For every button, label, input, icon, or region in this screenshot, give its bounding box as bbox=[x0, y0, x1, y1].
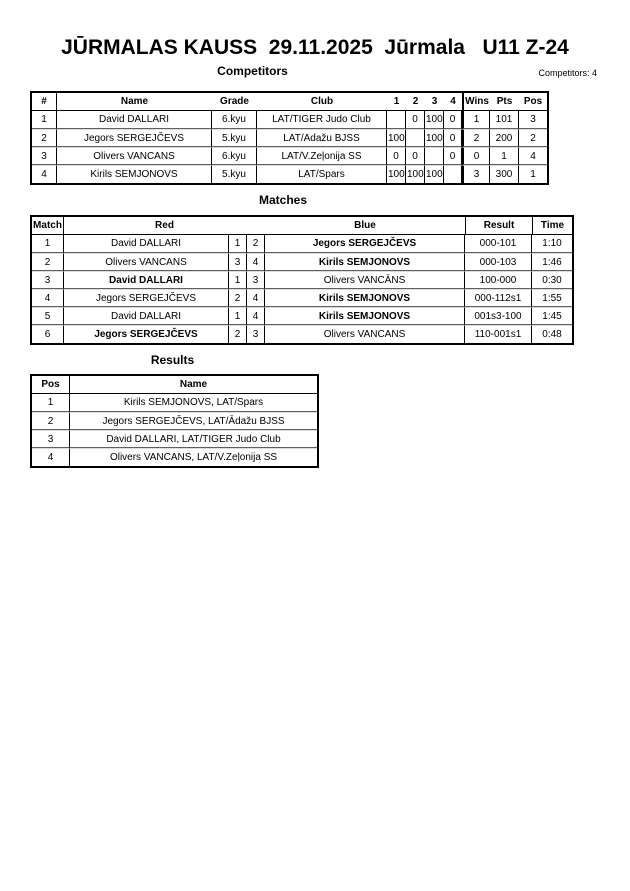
score-cell: 0 bbox=[444, 129, 462, 147]
score-cell: 0 bbox=[444, 147, 462, 165]
blue-fighter-number: 3 bbox=[247, 271, 265, 289]
match-time: 1:10 bbox=[532, 235, 572, 253]
blue-fighter-number: 4 bbox=[247, 307, 265, 325]
col-header-pts: Pts bbox=[490, 93, 519, 111]
results-table bbox=[30, 374, 319, 468]
competitor-wins: 1 bbox=[462, 111, 490, 129]
competitor-wins: 0 bbox=[462, 147, 490, 165]
match-row bbox=[32, 271, 572, 289]
col-header-wins: Wins bbox=[462, 93, 490, 111]
red-fighter-name: David DALLARI bbox=[64, 271, 229, 289]
red-fighter-name: Olivers VANCANS bbox=[64, 253, 229, 271]
competitor-grade: 5.kyu bbox=[212, 129, 257, 147]
col-header-score3: 3 bbox=[425, 93, 444, 111]
result-row bbox=[32, 430, 317, 448]
col-header-time: Time bbox=[532, 217, 572, 235]
col-header-pos: Pos bbox=[519, 93, 547, 111]
result-row bbox=[32, 412, 317, 430]
red-fighter-number: 2 bbox=[229, 325, 247, 343]
score-cell: 100 bbox=[425, 165, 444, 183]
competitor-name: David DALLARI bbox=[57, 111, 212, 129]
matches-section-title: Matches bbox=[258, 193, 308, 207]
result-name: David DALLARI, LAT/TIGER Judo Club bbox=[70, 430, 317, 448]
competitor-row bbox=[32, 111, 547, 129]
match-number: 2 bbox=[32, 253, 64, 271]
red-fighter-name: Jegors SERGEJČEVS bbox=[64, 289, 229, 307]
match-result: 001s3-100 bbox=[465, 307, 532, 325]
blue-fighter-number: 4 bbox=[247, 253, 265, 271]
competitor-number: 1 bbox=[32, 111, 57, 129]
score-cell: 0 bbox=[444, 111, 462, 129]
competitor-wins: 2 bbox=[462, 129, 490, 147]
competitors-section-title: Competitors bbox=[217, 64, 288, 78]
match-result: 110-001s1 bbox=[465, 325, 532, 343]
blue-fighter-number: 4 bbox=[247, 289, 265, 307]
results-header-row bbox=[32, 376, 317, 394]
competitor-club: LAT/Adažu BJSS bbox=[257, 129, 387, 147]
score-cell bbox=[444, 165, 462, 183]
match-number: 4 bbox=[32, 289, 64, 307]
blue-fighter-name: Jegors SERGEJČEVS bbox=[265, 235, 465, 253]
competitor-pos: 2 bbox=[519, 129, 547, 147]
competitors-table bbox=[30, 91, 549, 185]
match-time: 0:30 bbox=[532, 271, 572, 289]
competitor-club: LAT/V.Zeļonija SS bbox=[257, 147, 387, 165]
blue-fighter-name: Kirils SEMJONOVS bbox=[265, 289, 465, 307]
match-time: 1:55 bbox=[532, 289, 572, 307]
match-number: 1 bbox=[32, 235, 64, 253]
col-header-result: Result bbox=[465, 217, 532, 235]
competitor-pts: 300 bbox=[490, 165, 519, 183]
competitor-pts: 1 bbox=[490, 147, 519, 165]
match-number: 5 bbox=[32, 307, 64, 325]
competitor-row bbox=[32, 147, 547, 165]
score-cell: 100 bbox=[425, 129, 444, 147]
result-name: Olivers VANCANS, LAT/V.Zeļonija SS bbox=[70, 448, 317, 466]
col-header-number: # bbox=[32, 93, 57, 111]
competitor-row bbox=[32, 129, 547, 147]
blue-fighter-name: Olivers VANCANS bbox=[265, 325, 465, 343]
col-header-club: Club bbox=[257, 93, 387, 111]
result-pos: 4 bbox=[32, 448, 70, 466]
competitor-name: Kirils SEMJONOVS bbox=[57, 165, 212, 183]
competitor-number: 3 bbox=[32, 147, 57, 165]
red-fighter-name: David DALLARI bbox=[64, 307, 229, 325]
competitor-row bbox=[32, 165, 547, 183]
score-cell bbox=[406, 129, 425, 147]
result-row bbox=[32, 394, 317, 412]
score-cell bbox=[425, 147, 444, 165]
competitors-header-row bbox=[32, 93, 547, 111]
red-fighter-name: Jegors SERGEJČEVS bbox=[64, 325, 229, 343]
score-cell: 0 bbox=[387, 147, 406, 165]
match-time: 1:45 bbox=[532, 307, 572, 325]
score-cell bbox=[387, 111, 406, 129]
competitor-grade: 6.kyu bbox=[212, 111, 257, 129]
red-fighter-number: 1 bbox=[229, 271, 247, 289]
competitor-wins: 3 bbox=[462, 165, 490, 183]
col-header-blue: Blue bbox=[265, 217, 465, 235]
score-cell: 100 bbox=[425, 111, 444, 129]
competitor-grade: 5.kyu bbox=[212, 165, 257, 183]
match-result: 000-112s1 bbox=[465, 289, 532, 307]
competitor-number: 4 bbox=[32, 165, 57, 183]
result-pos: 3 bbox=[32, 430, 70, 448]
result-name: Kirils SEMJONOVS, LAT/Spars bbox=[70, 394, 317, 412]
score-cell: 0 bbox=[406, 147, 425, 165]
score-cell: 0 bbox=[406, 111, 425, 129]
score-cell: 100 bbox=[387, 165, 406, 183]
result-row bbox=[32, 448, 317, 466]
match-result: 000-103 bbox=[465, 253, 532, 271]
competitor-club: LAT/Spars bbox=[257, 165, 387, 183]
match-number: 3 bbox=[32, 271, 64, 289]
blue-fighter-name: Kirils SEMJONOVS bbox=[265, 307, 465, 325]
match-row bbox=[32, 289, 572, 307]
competitor-name: Olivers VANCANS bbox=[57, 147, 212, 165]
result-pos: 1 bbox=[32, 394, 70, 412]
competitor-number: 2 bbox=[32, 129, 57, 147]
competitor-pos: 1 bbox=[519, 165, 547, 183]
match-number: 6 bbox=[32, 325, 64, 343]
blue-fighter-number: 3 bbox=[247, 325, 265, 343]
col-header-score2: 2 bbox=[406, 93, 425, 111]
competitor-club: LAT/TIGER Judo Club bbox=[257, 111, 387, 129]
red-fighter-number: 1 bbox=[229, 307, 247, 325]
score-cell: 100 bbox=[387, 129, 406, 147]
competitor-pts: 200 bbox=[490, 129, 519, 147]
match-time: 1:46 bbox=[532, 253, 572, 271]
match-row bbox=[32, 325, 572, 343]
match-time: 0:48 bbox=[532, 325, 572, 343]
col-header-name: Name bbox=[57, 93, 212, 111]
result-name: Jegors SERGEJČEVS, LAT/Ādažu BJSS bbox=[70, 412, 317, 430]
match-row bbox=[32, 235, 572, 253]
match-row bbox=[32, 253, 572, 271]
competitor-pos: 3 bbox=[519, 111, 547, 129]
result-pos: 2 bbox=[32, 412, 70, 430]
competitor-pos: 4 bbox=[519, 147, 547, 165]
col-header-pos: Pos bbox=[32, 376, 70, 394]
competitors-count-label: Competitors: 4 bbox=[538, 68, 597, 78]
blue-fighter-number: 2 bbox=[247, 235, 265, 253]
matches-header-row bbox=[32, 217, 572, 235]
col-header-name: Name bbox=[70, 376, 317, 394]
col-header-score4: 4 bbox=[444, 93, 462, 111]
matches-table bbox=[30, 215, 574, 345]
competitor-pts: 101 bbox=[490, 111, 519, 129]
match-result: 000-101 bbox=[465, 235, 532, 253]
competitor-name: Jegors SERGEJČEVS bbox=[57, 129, 212, 147]
blue-fighter-name: Kirils SEMJONOVS bbox=[265, 253, 465, 271]
blue-fighter-name: Olivers VANCĀNS bbox=[265, 271, 465, 289]
red-fighter-name: David DALLARI bbox=[64, 235, 229, 253]
match-result: 100-000 bbox=[465, 271, 532, 289]
col-header-red: Red bbox=[64, 217, 265, 235]
col-header-grade: Grade bbox=[212, 93, 257, 111]
col-header-score1: 1 bbox=[387, 93, 406, 111]
competitor-grade: 6.kyu bbox=[212, 147, 257, 165]
red-fighter-number: 3 bbox=[229, 253, 247, 271]
red-fighter-number: 2 bbox=[229, 289, 247, 307]
results-section-title: Results bbox=[150, 353, 195, 367]
red-fighter-number: 1 bbox=[229, 235, 247, 253]
page-title: JŪRMALAS KAUSS 29.11.2025 Jūrmala U11 Z-24 bbox=[61, 36, 569, 59]
score-cell: 100 bbox=[406, 165, 425, 183]
col-header-match: Match bbox=[32, 217, 64, 235]
match-row bbox=[32, 307, 572, 325]
